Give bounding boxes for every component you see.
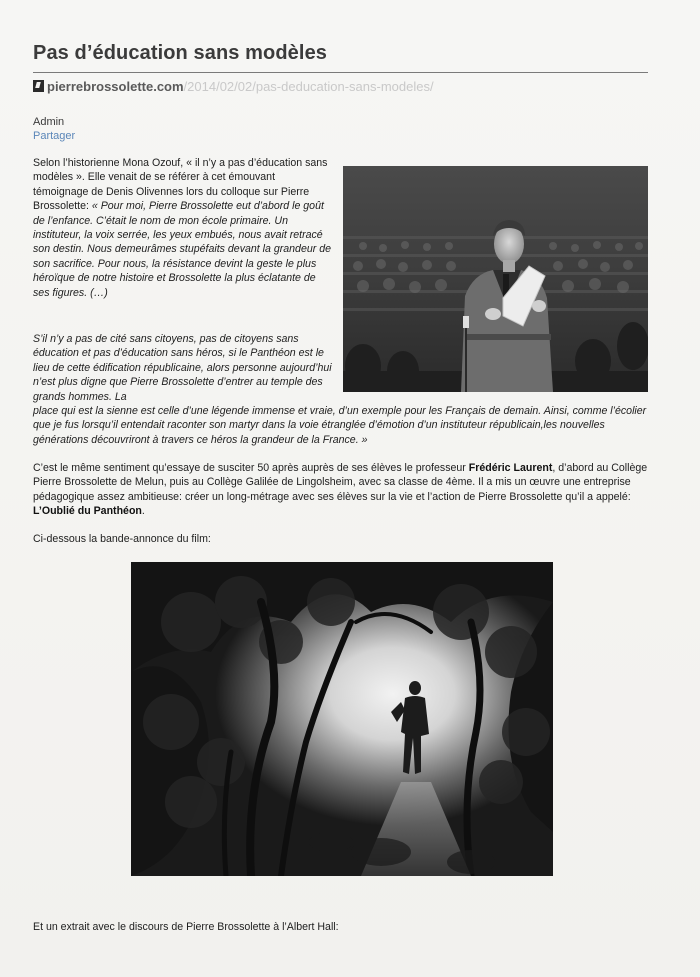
- quote-narrow-text: S’il n’y a pas de cité sans citoyens, pas de citoyens sans éducation et pas d’éducation sans héros, si le Panthéon est le lieu de cette édification républicaine, alors personne aujourd’hui n’est plus digne que Pierre Brossolette d’entrer au temple des grands hommes. La: [33, 333, 332, 403]
- quote-wide-text: place qui est la sienne est celle d’une légende immense et vraie, d’un exemple pour les Français de demain. Ainsi, comme l’écolier que je fus lorsqu’il entendait raconter son martyr dans la voie étranglée d’émotion d’un instituteur républicain,les nouvelles générations découvriront à travers ce héros la grandeur de la France. »: [33, 405, 647, 446]
- trailer-video[interactable]: [131, 562, 553, 876]
- laurent-name: Frédéric Laurent: [468, 462, 553, 474]
- title-divider: [33, 72, 648, 73]
- intro-text: Selon l’historienne Mona Ozouf, « il n’y a pas d’éducation sans modèles ». Elle venait de se référer à cet émouvant témoignage de Denis Olivennes lors du colloque sur Pierre Brossolette:: [33, 157, 328, 213]
- film-title: L’Oublié du Panthéon: [33, 505, 142, 518]
- intro-paragraph: [33, 156, 333, 300]
- source-link[interactable]: [33, 79, 434, 94]
- source-domain[interactable]: pierrebrossolette.com: [47, 79, 184, 94]
- laurent-end: .: [141, 505, 145, 518]
- speaker-photo: [343, 166, 648, 392]
- speaker-photo-icon: [343, 166, 648, 392]
- laurent-paragraph: [33, 461, 648, 519]
- laurent-text-1: C’est le même sentiment qu’essaye de susciter 50 après auprès de ses élèves le professeur: [33, 462, 469, 474]
- extrait-caption: Et un extrait avec le discours de Pierre Brossolette à l’Albert Hall:: [33, 921, 339, 933]
- source-path[interactable]: /2014/02/02/pas-deducation-sans-modeles/: [183, 79, 434, 94]
- intro-quote: « Pour moi, Pierre Brossolette eut d’abord le goût de l’enfance. C’était le nom de mon école primaire. Un instituteur, la voix serrée, les yeux embués, nous avait retracé son destin. Nous demeurâmes stupéfaits devant la grandeur de son sacrifice. Pour nous, la résistance devint la geste le plus héroïque de notre histoire et Brossolette la plus éclatante de ses figures. (…): [33, 200, 331, 299]
- trailer-still-icon: [131, 562, 553, 876]
- share-link[interactable]: Partager: [33, 130, 76, 142]
- laurent-text-2: , d’abord au Collège Pierre Brossolette de Melun, puis au Collège Galilée de Lingolsheim, avec sa classe de 4ème. Il a mis un œuvre une entreprise pédagogique assez ambitieuse: créer un long-métrage avec ses élèves sur la vie et l’action de Pierre Brossolette qu’il a appelé:: [33, 462, 648, 503]
- author-name: Admin: [33, 116, 65, 128]
- article-title: Pas d’éducation sans modèles: [33, 42, 328, 64]
- trailer-caption: Ci-dessous la bande-annonce du film:: [33, 533, 211, 545]
- site-logo-icon: [33, 80, 44, 92]
